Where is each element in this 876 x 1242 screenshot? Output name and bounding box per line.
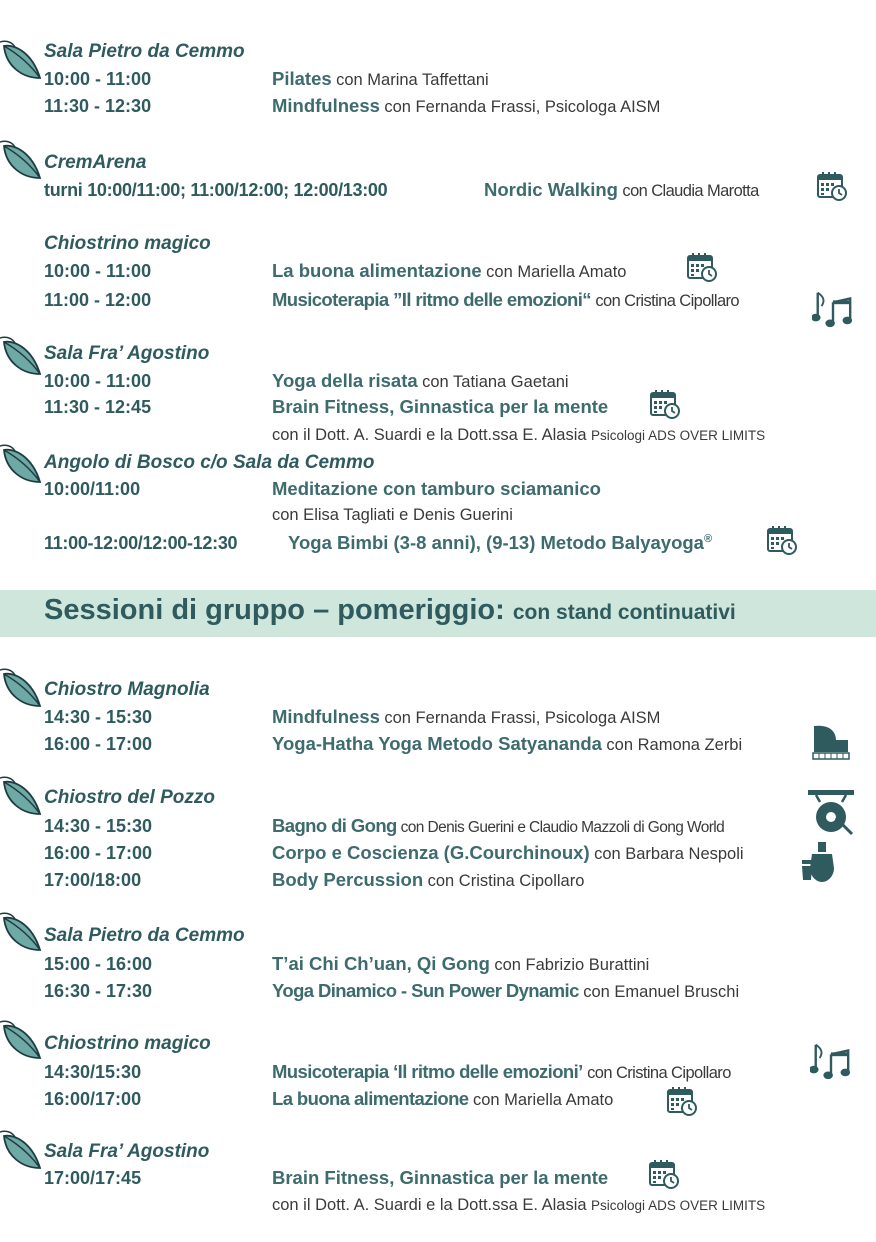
venue-title: Angolo di Bosco c/o Sala da Cemmo	[44, 452, 375, 473]
session-entry	[272, 706, 660, 728]
session-activity: Brain Fitness, Ginnastica per la mente	[272, 396, 609, 417]
drum-icon	[800, 840, 838, 884]
venue-title: Chiostro Magnolia	[44, 679, 210, 700]
session-entry	[272, 260, 626, 282]
session-activity: Musicoterapia ”Il ritmo delle emozioni“	[272, 289, 591, 310]
music-notes-icon	[810, 1040, 852, 1080]
leaf-icon	[0, 766, 44, 818]
session-host: con Emanuel Bruschi	[583, 983, 740, 1001]
leaf-icon	[0, 658, 44, 710]
leaf-icon	[0, 30, 44, 82]
session-host: con Cristina Cipollaro	[587, 1064, 731, 1082]
leaf-icon	[0, 326, 44, 378]
session-activity: Nordic Walking	[484, 179, 618, 200]
venue-title: Sala Fra’ Agostino	[44, 343, 210, 364]
calendar-clock-icon	[666, 1085, 698, 1117]
session-entry	[272, 953, 649, 975]
session-time: 10:00 - 11:00	[44, 371, 152, 391]
session-host: con Mariella Amato	[486, 263, 627, 281]
session-time: 16:00 - 17:00	[44, 843, 153, 863]
session-activity: Yoga-Hatha Yoga Metodo Satyananda	[272, 733, 602, 754]
venue-title: Chiostrino magico	[44, 1033, 211, 1054]
session-note: Psicologi ADS OVER LIMITS	[591, 428, 766, 443]
music-notes-icon	[812, 288, 854, 328]
venue-title: Chiostrino magico	[44, 233, 211, 254]
session-activity: T’ai Chi Ch’uan, Qi Gong	[272, 953, 490, 974]
leaf-icon	[0, 434, 44, 486]
session-activity: Yoga Bimbi (3-8 anni), (9-13) Metodo Balyayoga	[288, 532, 704, 553]
session-activity: Meditazione con tamburo sciamanico	[272, 478, 601, 499]
session-entry	[484, 179, 759, 201]
registered-mark: ®	[703, 532, 713, 545]
session-host: con Barbara Nespoli	[594, 845, 744, 863]
session-activity: Bagno di Gong	[272, 815, 397, 836]
session-host: con Ramona Zerbi	[606, 736, 743, 754]
session-time: 17:00/18:00	[44, 870, 142, 890]
session-time: 10:00 - 11:00	[44, 69, 152, 89]
session-time: 14:30 - 15:30	[44, 707, 153, 727]
session-entry	[272, 95, 660, 117]
session-activity: Brain Fitness, Ginnastica per la mente	[272, 1167, 609, 1188]
session-time: 10:00 - 11:00	[44, 261, 152, 281]
session-host: con Fabrizio Burattini	[494, 956, 650, 974]
session-entry	[272, 68, 489, 90]
session-host: con Claudia Marotta	[622, 182, 759, 200]
session-entry	[272, 869, 584, 891]
session-entry	[272, 1061, 731, 1083]
session-entry	[272, 980, 739, 1002]
session-time: 11:30 - 12:30	[44, 96, 152, 116]
calendar-clock-icon	[649, 388, 681, 420]
venue-title: Sala Pietro da Cemmo	[44, 41, 245, 62]
venue-title: Sala Fra’ Agostino	[44, 1141, 210, 1162]
session-entry	[272, 815, 724, 837]
piano-icon	[810, 722, 852, 762]
leaf-icon	[0, 902, 44, 954]
session-time: 16:00/17:00	[44, 1089, 142, 1109]
calendar-clock-icon	[816, 170, 848, 202]
session-activity-wrap	[288, 532, 712, 554]
banner-heading	[44, 594, 736, 627]
session-host: con il Dott. A. Suardi e la Dott.ssa E. Alasia	[272, 1196, 587, 1214]
session-entry	[272, 733, 742, 755]
session-host: con Fernanda Frassi, Psicologa AISM	[384, 709, 661, 727]
session-host: con Tatiana Gaetani	[422, 373, 569, 391]
session-entry	[272, 370, 569, 392]
session-activity: Body Percussion	[272, 869, 424, 890]
session-host-line	[272, 426, 765, 445]
session-time: 15:00 - 16:00	[44, 954, 153, 974]
session-activity: Musicoterapia ‘Il ritmo delle emozioni’	[272, 1061, 583, 1082]
session-time: 10:00/11:00	[44, 479, 141, 499]
venue-title: CremArena	[44, 152, 147, 173]
banner-subtitle: con stand continuativi	[512, 601, 736, 624]
calendar-clock-icon	[686, 251, 718, 283]
session-host: con Denis Guerini e Claudio Mazzoli di Gong World	[400, 819, 725, 836]
session-time: turni 10:00/11:00; 11:00/12:00; 12:00/13:00	[44, 180, 388, 200]
session-time: 11:30 - 12:45	[44, 397, 152, 417]
venue-title: Chiostro del Pozzo	[44, 787, 215, 808]
session-activity: Mindfulness	[272, 95, 380, 116]
session-time: 14:30/15:30	[44, 1062, 142, 1082]
session-activity: La buona alimentazione	[272, 260, 482, 281]
session-entry	[272, 1088, 613, 1110]
session-activity: Mindfulness	[272, 706, 380, 727]
banner-title: Sessioni di gruppo – pomeriggio:	[44, 594, 505, 626]
session-host-line	[272, 1196, 765, 1215]
session-time: 16:30 - 17:30	[44, 981, 153, 1001]
session-activity: Yoga della risata	[272, 370, 418, 391]
leaf-icon	[0, 130, 44, 182]
session-time: 11:00-12:00/12:00-12:30	[44, 533, 238, 553]
session-time: 16:00 - 17:00	[44, 734, 153, 754]
venue-title: Sala Pietro da Cemmo	[44, 925, 245, 946]
session-host: con il Dott. A. Suardi e la Dott.ssa E. Alasia	[272, 426, 587, 444]
session-note: Psicologi ADS OVER LIMITS	[591, 1198, 766, 1213]
session-host: con Cristina Cipollaro	[427, 872, 585, 890]
session-host: con Fernanda Frassi, Psicologa AISM	[384, 98, 661, 116]
gong-icon	[806, 788, 856, 836]
session-activity: Corpo e Coscienza (G.Courchinoux)	[272, 842, 590, 863]
calendar-clock-icon	[648, 1158, 680, 1190]
session-host: con Mariella Amato	[472, 1091, 614, 1109]
session-entry	[272, 289, 739, 311]
session-host: con Elisa Tagliati e Denis Guerini	[272, 506, 513, 524]
session-activity: Pilates	[272, 68, 332, 89]
session-time: 17:00/17:45	[44, 1168, 142, 1188]
session-activity: La buona alimentazione	[272, 1088, 469, 1109]
session-activity: Yoga Dinamico - Sun Power Dynamic	[272, 980, 579, 1001]
calendar-clock-icon	[766, 524, 798, 556]
leaf-icon	[0, 1120, 44, 1172]
session-time: 11:00 - 12:00	[44, 290, 152, 310]
session-host: con Marina Taffettani	[336, 71, 489, 89]
session-host: con Cristina Cipollaro	[595, 292, 739, 310]
leaf-icon	[0, 1010, 44, 1062]
session-time: 14:30 - 15:30	[44, 816, 153, 836]
session-entry	[272, 842, 744, 864]
